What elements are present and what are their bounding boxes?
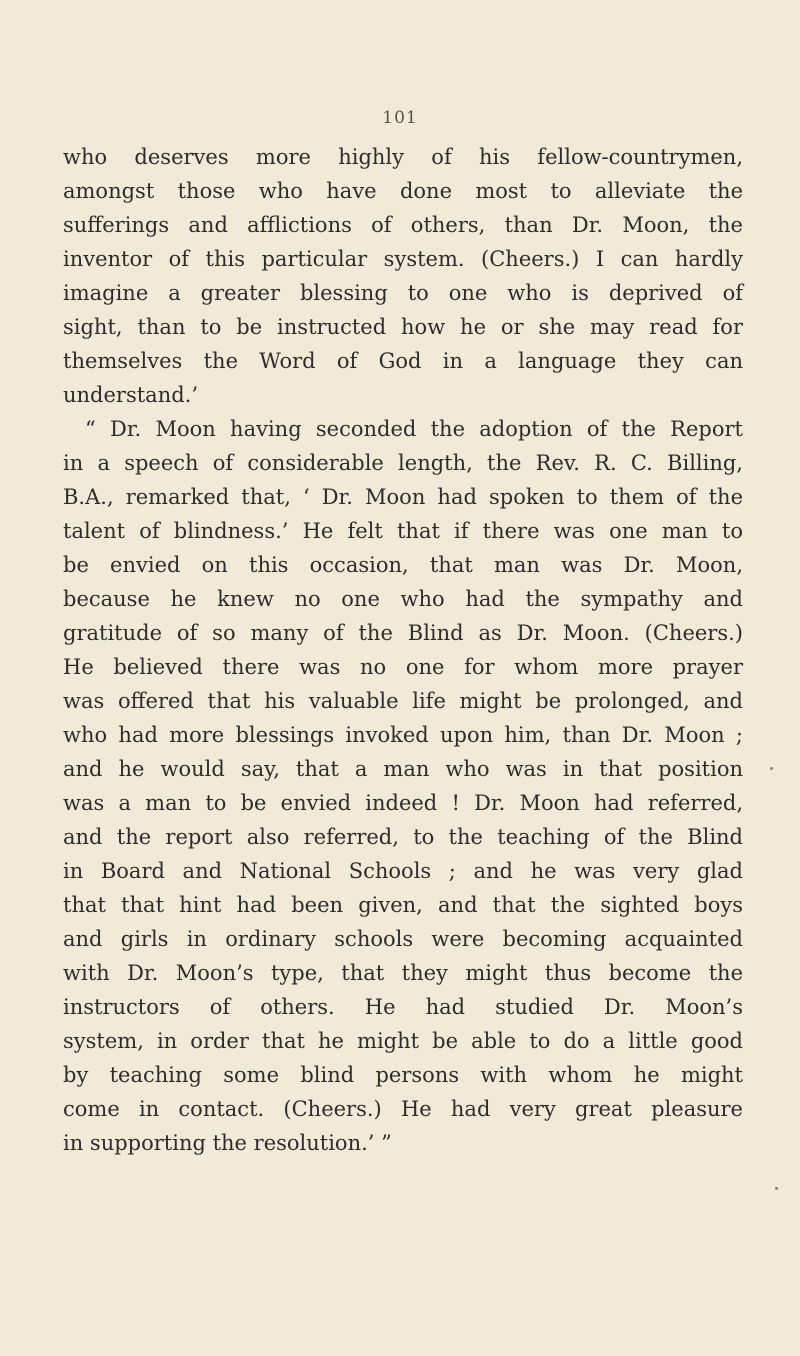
text-line: sight, than to be instructed how he or she may read for bbox=[63, 315, 743, 339]
text-line: instructors of others. He had studied Dr. Moon’s bbox=[63, 995, 743, 1019]
text-line: system, in order that he might be able to do a little good bbox=[63, 1029, 743, 1053]
text-line: B.A., remarked that, ‘ Dr. Moon had spoken to them of the bbox=[63, 485, 743, 509]
text-line: amongst those who have done most to alleviate the bbox=[63, 179, 743, 203]
page-number: 101 bbox=[382, 108, 418, 128]
paragraph-2 bbox=[63, 412, 743, 1160]
text-line: and the report also referred, to the teaching of the Blind bbox=[63, 825, 743, 849]
text-line: be envied on this occasion, that man was Dr. Moon, bbox=[63, 553, 743, 577]
text-line: in Board and National Schools ; and he was very glad bbox=[63, 859, 743, 883]
text-line: gratitude of so many of the Blind as Dr. Moon. (Cheers.) bbox=[63, 621, 743, 645]
text-line: in supporting the resolution.’ ” bbox=[63, 1131, 392, 1155]
text-line: talent of blindness.’ He felt that if there was one man to bbox=[63, 519, 743, 543]
text-line: that that hint had been given, and that the sighted boys bbox=[63, 893, 743, 917]
text-line: sufferings and afflictions of others, than Dr. Moon, the bbox=[63, 213, 743, 237]
text-line: who deserves more highly of his fellow-countrymen, bbox=[63, 145, 743, 169]
text-line: and he would say, that a man who was in that position bbox=[63, 757, 743, 781]
text-line: who had more blessings invoked upon him, than Dr. Moon ; bbox=[63, 723, 743, 747]
text-line: was offered that his valuable life might be prolonged, and bbox=[63, 689, 743, 713]
text-line: was a man to be envied indeed ! Dr. Moon had referred, bbox=[63, 791, 743, 815]
text-line: by teaching some blind persons with whom he might bbox=[63, 1063, 743, 1087]
text-line: themselves the Word of God in a language they can bbox=[63, 349, 743, 373]
body-text bbox=[63, 140, 743, 1160]
text-line: with Dr. Moon’s type, that they might thus become the bbox=[63, 961, 743, 985]
text-line: inventor of this particular system. (Cheers.) I can hardly bbox=[63, 247, 743, 271]
text-line: come in contact. (Cheers.) He had very great pleasure bbox=[63, 1097, 743, 1121]
text-line: imagine a greater blessing to one who is deprived of bbox=[63, 281, 743, 305]
text-line: because he knew no one who had the sympathy and bbox=[63, 587, 743, 611]
text-line: understand.’ bbox=[63, 383, 199, 407]
text-line: in a speech of considerable length, the Rev. R. C. Billing, bbox=[63, 451, 743, 475]
paper-speck bbox=[770, 767, 773, 770]
paper-speck bbox=[775, 1187, 778, 1190]
text-line: “ Dr. Moon having seconded the adoption of the Report bbox=[85, 417, 743, 441]
paragraph-1 bbox=[63, 140, 743, 412]
text-line: and girls in ordinary schools were becoming acquainted bbox=[63, 927, 743, 951]
text-line: He believed there was no one for whom more prayer bbox=[63, 655, 743, 679]
